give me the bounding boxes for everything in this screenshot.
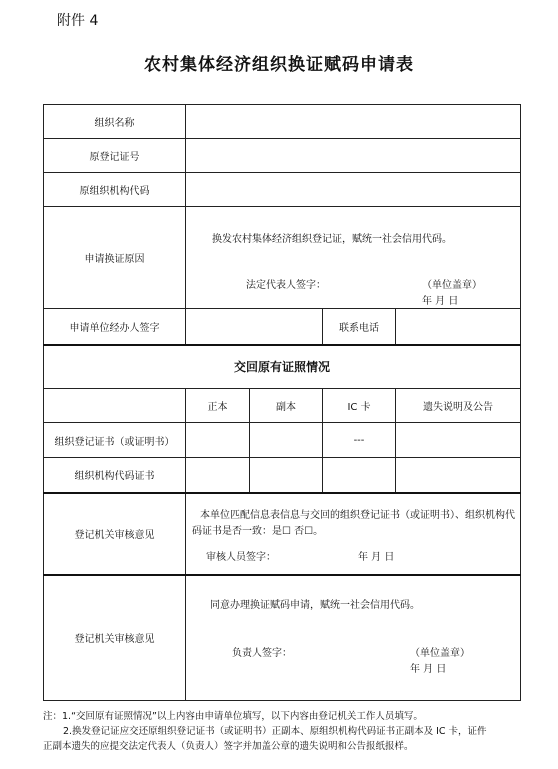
handler-sign-label: 申请单位经办人签字 — [44, 309, 186, 345]
code-cert-ic-cell[interactable] — [323, 458, 396, 493]
note-1: 注：1.“交回原有证照情况”以上内容由申请单位填写，以下内容由登记机关工作人员填写。 — [43, 711, 423, 722]
row-org-cert-label: 组织登记证书（或证明书） — [44, 423, 186, 458]
review-text-line1: 本单位匹配信息表信息与交回的组织登记证书（或证明书）、组织机构代 — [200, 509, 515, 521]
unit-seal-label: （单位盖章） — [422, 279, 482, 291]
orig-org-code-field[interactable] — [186, 173, 521, 207]
org-cert-copy-cell[interactable] — [250, 423, 323, 458]
handler-sign-field[interactable] — [186, 309, 323, 345]
review-field[interactable] — [186, 493, 521, 575]
reviewer-sign-label: 审核人员签字： — [206, 551, 276, 563]
header-copy: 副本 — [250, 389, 323, 423]
reason-text: 换发农村集体经济组织登记证，赋统一社会信用代码。 — [212, 233, 452, 245]
principal-sign-label: 负责人签字： — [232, 647, 292, 659]
review-date: 年 月 日 — [358, 551, 395, 563]
approval-label: 登记机关审核意见 — [44, 575, 186, 701]
orig-reg-no-label: 原登记证号 — [44, 139, 186, 173]
legal-rep-sign-label: 法定代表人签字： — [246, 279, 326, 291]
note-2-line2: 正副本遗失的应提交法定代表人（负责人）签字并加盖公章的遗失说明和公告报纸报样。 — [43, 741, 414, 752]
application-form-table — [43, 104, 521, 701]
footnotes — [43, 709, 520, 754]
code-cert-original-cell[interactable] — [186, 458, 250, 493]
code-cert-loss-cell[interactable] — [396, 458, 521, 493]
row-code-cert-label: 组织机构代码证书 — [44, 458, 186, 493]
orig-reg-no-field[interactable] — [186, 139, 521, 173]
approval-unit-seal: （单位盖章） — [410, 647, 470, 659]
org-name-label: 组织名称 — [44, 105, 186, 139]
note-2-line1: 2.换发登记证应交还原组织登记证书（或证明书）正副本、原组织机构代码证书正副本及 IC 卡，证件 — [63, 726, 487, 737]
approval-date: 年 月 日 — [410, 663, 447, 675]
reason-field[interactable] — [186, 207, 521, 309]
page-title: 农村集体经济组织换证赋码申请表 — [144, 55, 414, 75]
header-blank — [44, 389, 186, 423]
phone-field[interactable] — [396, 309, 521, 345]
code-cert-copy-cell[interactable] — [250, 458, 323, 493]
header-original: 正本 — [186, 389, 250, 423]
reason-label: 申请换证原因 — [44, 207, 186, 309]
reason-date: 年 月 日 — [422, 295, 459, 307]
org-cert-ic-cell: --- — [323, 423, 396, 458]
approval-text: 同意办理换证赋码申请，赋统一社会信用代码。 — [210, 599, 420, 611]
review-text-line2: 码证书是否一致：是☐ 否☐。 — [192, 525, 324, 537]
returned-section-title: 交回原有证照情况 — [44, 345, 521, 389]
orig-org-code-label: 原组织机构代码 — [44, 173, 186, 207]
phone-label: 联系电话 — [323, 309, 396, 345]
header-loss-notice: 遗失说明及公告 — [396, 389, 521, 423]
org-cert-original-cell[interactable] — [186, 423, 250, 458]
annex-label: 附件 4 — [57, 13, 99, 29]
org-cert-loss-cell[interactable] — [396, 423, 521, 458]
review-label: 登记机关审核意见 — [44, 493, 186, 575]
approval-field[interactable] — [186, 575, 521, 701]
header-ic-card: IC 卡 — [323, 389, 396, 423]
org-name-field[interactable] — [186, 105, 521, 139]
